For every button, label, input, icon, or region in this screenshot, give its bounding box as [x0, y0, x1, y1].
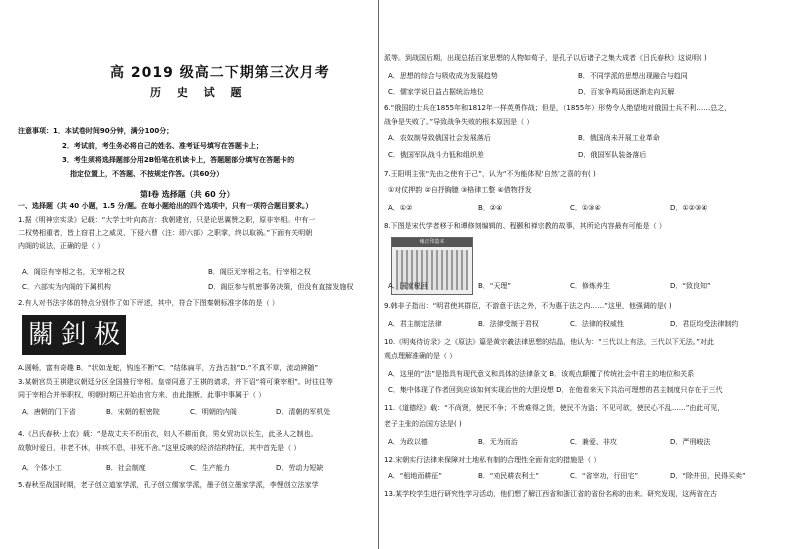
- option-b: B．阁臣无宰相之名，行宰相之权: [208, 268, 311, 276]
- section-instruction: 一、选择题（共 40 小题，1.5 分/题。在每小题给出的四个选项中，只有一项符合题目要求。）: [18, 202, 313, 210]
- option-b: B．俄国尚未开展工业革命: [578, 134, 660, 142]
- option-d: D．君臣均受法律制约: [670, 320, 739, 328]
- question-line: 12.宋朝实行法律来保障对土地私有制的合理性全面肯定的措施是（ ）: [384, 456, 601, 464]
- option-c: C．①③④: [570, 204, 601, 212]
- question-line: 11.《道德经》载：“不尚贤，使民不争；不贵难得之货，使民不为盗；不见可欲，使民心不乱……”由此可见，: [384, 404, 725, 412]
- question-line: 13.某学校学生进行研究性学习活动，他们想了解江西省和浙江省的省份名称的由来。研究发现，这两省在古: [384, 490, 718, 498]
- qin-seal-script-image: [22, 315, 126, 355]
- option-a: A．国家税回: [388, 282, 428, 290]
- option-a: A．“租地而耕征”: [388, 472, 443, 480]
- option-d: D．劳动力短缺: [276, 464, 324, 472]
- option-cd: C．集中体现了作者回到应该如何实现治世的大胆设想 D．在他看来天下共治可理想的君主制度只存在于三代: [388, 386, 723, 394]
- note-line: 3．考生须将选择题部分用2B铅笔在机读卡上，答题题部分填写在答题卡的: [62, 156, 295, 164]
- option-c: C．修炼养生: [570, 282, 610, 290]
- question-line: 5.春秋至战国时期，老子创立道家学派，孔子创立儒家学派，墨子创立墨家学派，李悝创立法家学: [18, 481, 319, 489]
- exam-subtitle: 历 史 试 题: [150, 86, 248, 99]
- option-d: D．百家争鸣局面逐渐走向瓦解: [578, 88, 675, 96]
- option-c: C．六部实为内阁的下属机构: [22, 283, 111, 291]
- option-b: B．“劝民耕农利土”: [478, 472, 540, 480]
- question-line: 派等。到战国后期，出现总括百家思想的人物如荀子，是孔子以后诸子之集大成者《吕氏春秋》这说明( ): [384, 54, 707, 62]
- option-c: C．生产能力: [190, 464, 230, 472]
- option-c: C．俄国军队战斗力低和组织差: [388, 151, 484, 159]
- question-line: 同于宰相合并举职权，明朝时期已开始由官方来，由此推断，此事中事属于（ ）: [18, 391, 266, 399]
- option-d: D．俄国军队装备落后: [578, 151, 647, 159]
- question-line: 3.某朝宫员王祺建议朝廷分区全国推行宰相。皇帝同意了王祺的请求，并下诏“将可秉宰相”。时往往等: [18, 378, 333, 386]
- question-line: 战争是失败了。”导致战争失败的根本原因是（ ）: [384, 118, 534, 126]
- option-c: C．法律的权威性: [570, 320, 624, 328]
- note-line: 2．考试前，考生务必将自己的姓名、准考证号填写在答题卡上；: [62, 142, 263, 150]
- right-column: [382, 0, 794, 549]
- column-divider: [378, 0, 379, 549]
- choice-items: ①对仗押韵 ②自抒胸臆 ③格律工整 ④借物抒发: [388, 186, 532, 194]
- option-a: A．个体小工: [22, 464, 62, 472]
- question-line: 9.韩非子指出：“明君使其群臣，不游意于法之外，不为惠于法之内……”这里，他强调的是( ): [384, 302, 672, 310]
- option-b: B．不同学派的思想出现融合与趋同: [578, 72, 688, 80]
- question-line: 内阁的说法，正确的是（ ）: [18, 242, 105, 250]
- option-d: D．“致良知”: [670, 282, 711, 290]
- question-line: 8.下图是宋代学者移于和谭修刻编辑的、程颢和禅宗教的故事，其所论内容最有可能是（ ）: [384, 222, 666, 230]
- option-b: B．法律受制于君权: [478, 320, 539, 328]
- option-a: A．①②: [388, 204, 413, 212]
- option-b: B．宋朝的枢密院: [106, 408, 160, 416]
- option-a: A．君主制定法律: [388, 320, 442, 328]
- seal-char: 關: [27, 320, 54, 350]
- option-d: D．①②③④: [670, 204, 708, 212]
- note-line: 注意事项：1．本试卷时间90分钟，满分100分；: [18, 127, 174, 135]
- option-c: C．儒家学说日益占据统治地位: [388, 88, 484, 96]
- question-line: 2.有人对书法字体的特点分别作了如下评述，其中，符合下图秦朝标准字体的是（ ）: [18, 299, 279, 307]
- question-line: 4.《吕氏春秋·上农》载：“是故丈夫不织而衣，妇人不耕而食，男女贸功以长生，此圣人之制也。: [18, 430, 318, 438]
- option-d: D．严刑峻法: [670, 438, 711, 446]
- question-line: 1.据《明神宗实录》记载：“大学士叶向高言：我朝建官，只是论思翼赞之职，原非宰相。中有一: [18, 216, 316, 224]
- option-a: A．为政以德: [388, 438, 428, 446]
- option-b: B．无为而治: [478, 438, 518, 446]
- option-b: B．“天理”: [478, 282, 512, 290]
- question-line: 二权势相重者，皆上窃君上之威灵，下侵六曹（注：即六部）之职掌，终以取祸。”下面有关明朝: [18, 229, 313, 237]
- question-line: 10.《明夷待访录》之《原法》篇是黄宗羲法律思想的结晶，他认为：“三代以上有法，三代以下无法。”对此: [384, 338, 714, 346]
- image-caption: 雍正印造本: [392, 238, 472, 247]
- question-line: 故敬时爱日，非老不休，非疾不息，非死不舍。”这里反映的经济结构特征，其中首先是（ ）: [18, 444, 301, 452]
- option-d: D．“除井田，民得买卖”: [670, 472, 746, 480]
- question-line: A.圆畅，富有奇趣 B．“状如龙蛇，钩连不断”C．“结体扁平，方劲古拙”D.“不真不草，流动辨随”: [18, 364, 319, 372]
- option-c: C．明朝的内阁: [190, 408, 237, 416]
- option-a: A．思想的综合与吸收成为发展趋势: [388, 72, 498, 80]
- question-line: 老子主张的治国方法是( ): [384, 420, 462, 428]
- option-b: B．社会制度: [106, 464, 146, 472]
- question-line: 7.王阳明主张“先由之使有于己”，认为“不为能体视‘自然’之喜的有( ): [384, 170, 596, 178]
- option-a: A．阁臣有宰相之名，无宰相之权: [22, 268, 125, 276]
- option-a: A．农奴制导致俄国社会发展落后: [388, 134, 491, 142]
- seal-char: 极: [93, 320, 120, 350]
- left-column: [0, 0, 380, 549]
- section-title: 第Ⅰ卷 选择题（共 60 分）: [140, 190, 235, 199]
- note-line: 指定位置上，不答题、不按规定作答。（共60分）: [70, 170, 224, 178]
- option-d: D．阁臣参与机密事务决策，但没有直接发施权: [208, 283, 354, 291]
- option-a: A．唐朝的门下省: [22, 408, 76, 416]
- option-ab: A．这里的“法”是指具有现代意义和具体的法律条文 B．该观点颠覆了传统社会中君主的地位和关系: [388, 370, 695, 378]
- question-line: 6.“俄国的士兵在1855年和1812年一样英勇作战；但是，（1855年）形势令人绝望地对俄国士兵不利……总之，: [384, 104, 732, 112]
- seal-char: 釗: [60, 320, 87, 350]
- option-c: C．“省宰功，行田宅”: [570, 472, 639, 480]
- exam-title: 高 2019 级高二下期第三次月考: [110, 65, 330, 81]
- question-line: 观点理解准确的是（ ）: [384, 352, 457, 360]
- option-b: B．②④: [478, 204, 503, 212]
- option-c: C．兼爱、非攻: [570, 438, 617, 446]
- option-d: D．清朝的军机处: [276, 408, 331, 416]
